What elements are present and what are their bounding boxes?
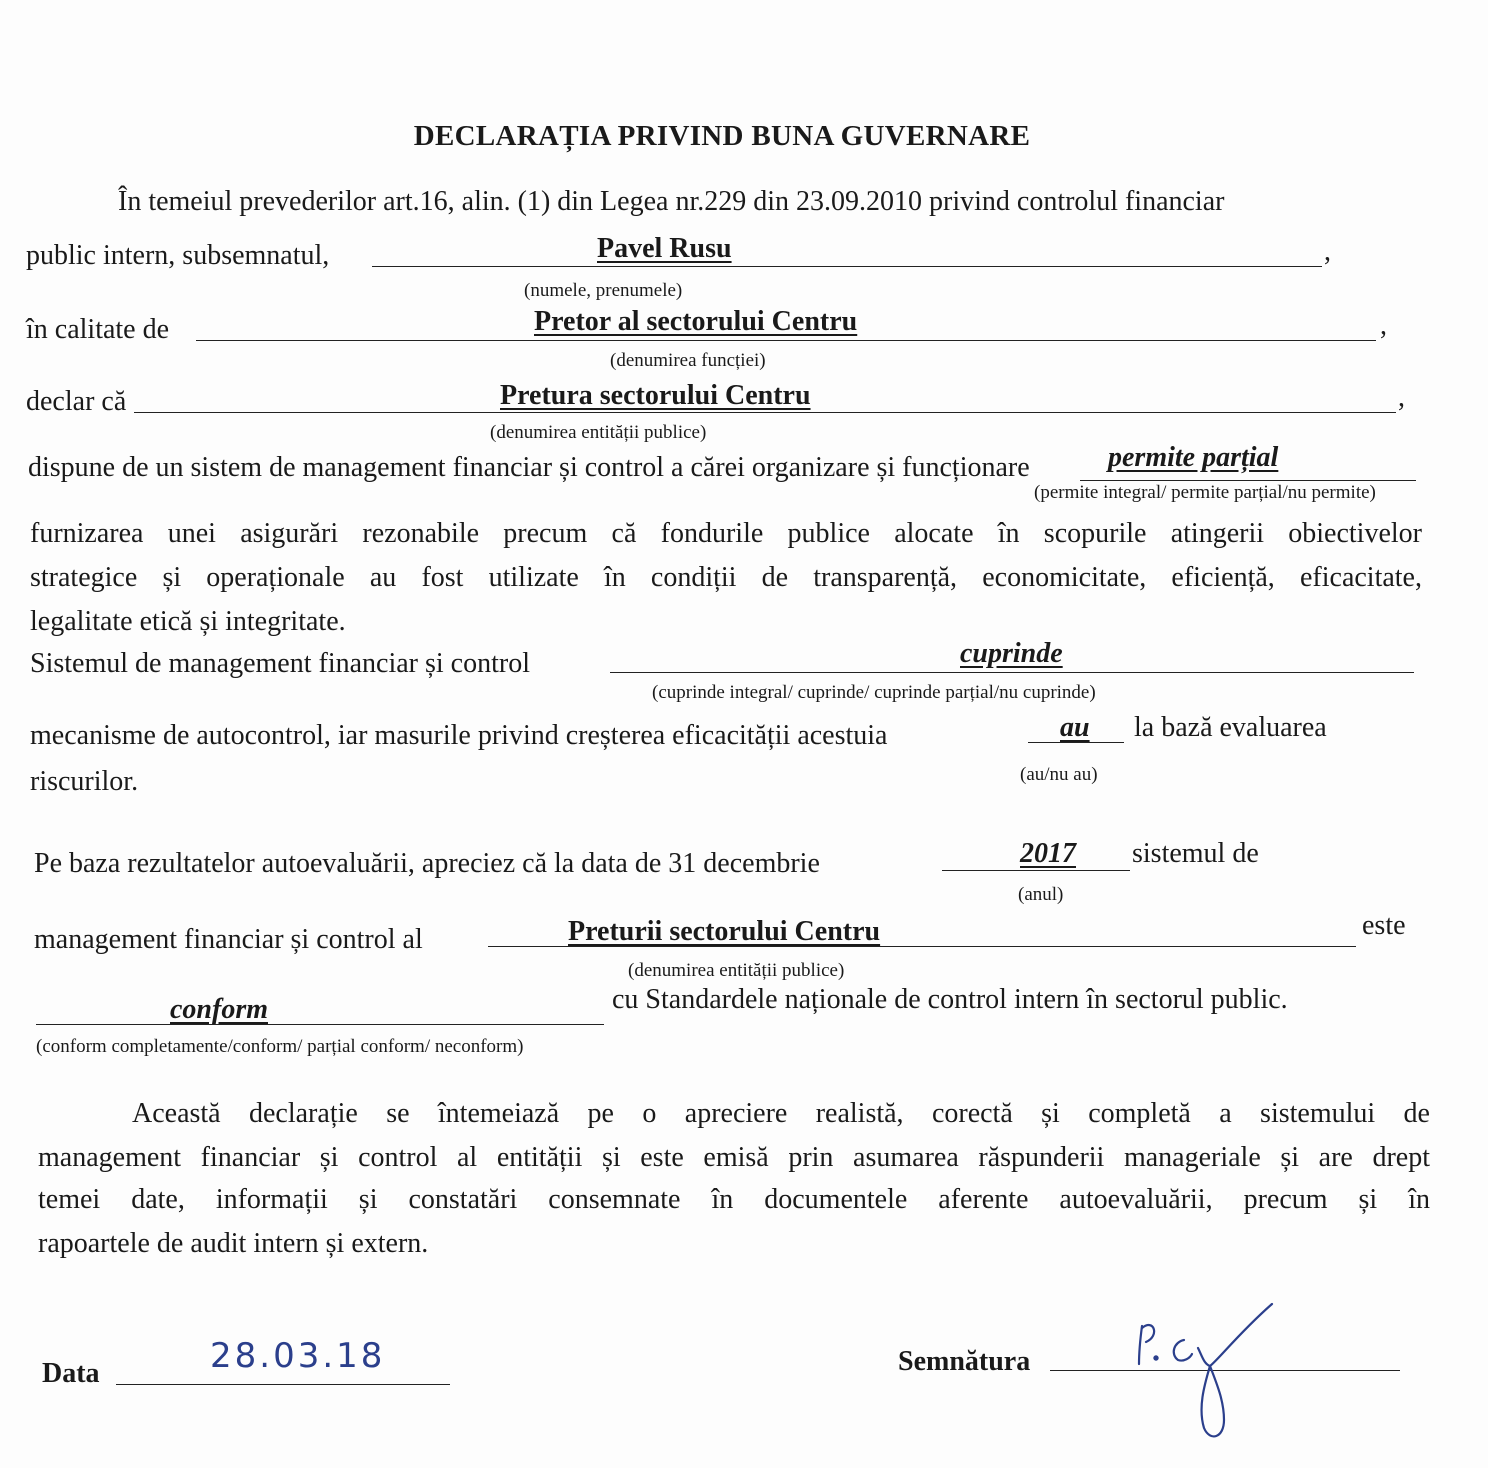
signature-image bbox=[1120, 1296, 1310, 1446]
au-hint: (au/nu au) bbox=[1020, 764, 1098, 785]
entity-comma: , bbox=[1398, 382, 1405, 413]
signature-label: Semnătura bbox=[898, 1346, 1031, 1377]
assessment-line-2: management financiar și control al bbox=[34, 924, 423, 955]
name-comma: , bbox=[1324, 236, 1331, 267]
assessment-suffix: sistemul de bbox=[1132, 838, 1259, 869]
role-comma: , bbox=[1380, 310, 1387, 341]
assurance-line-1: furnizarea unei asigurări rezonabile precum că fondurile publice alocate în scopurile atingerii obiectivelor bbox=[30, 518, 1422, 549]
name-underline bbox=[372, 266, 1322, 267]
entity-underline bbox=[134, 412, 1396, 413]
assessment-line-2-suffix: este bbox=[1362, 910, 1406, 941]
system-prefix: dispune de un sistem de management financiar și control a cărei organizare și funcționare bbox=[28, 452, 1030, 483]
conform-value: conform bbox=[170, 994, 268, 1025]
intro-line-1: În temeiul prevederilor art.16, alin. (1) din Legea nr.229 din 23.09.2010 privind controlul financiar bbox=[118, 186, 1225, 217]
entity-hint: (denumirea entității publice) bbox=[490, 422, 707, 443]
closing-line-4: rapoartele de audit intern și extern. bbox=[38, 1228, 429, 1259]
document-title: DECLARAȚIA PRIVIND BUNA GUVERNARE bbox=[413, 120, 1031, 152]
closing-line-1: Această declarație se întemeiază pe o apreciere realistă, corectă și completă a sistemului de bbox=[132, 1098, 1430, 1129]
year-hint: (anul) bbox=[1018, 884, 1064, 905]
assurance-line-2: strategice și operaționale au fost utilizate în condiții de transparență, economicitate, eficiență, eficacitate, bbox=[30, 562, 1422, 593]
includes-underline bbox=[610, 672, 1414, 673]
role-value: Pretor al sectorului Centru bbox=[534, 306, 858, 337]
entity2-value: Preturii sectorului Centru bbox=[568, 916, 881, 947]
permits-underline bbox=[1080, 480, 1416, 481]
year-underline bbox=[942, 870, 1130, 871]
assessment-prefix: Pe baza rezultatelor autoevaluării, apreciez că la data de 31 decembrie bbox=[34, 848, 820, 879]
mechanisms-line-2: mecanisme de autocontrol, iar masurile privind creșterea eficacității acestuia bbox=[30, 720, 888, 751]
closing-line-2: management financiar și control al entității și este emisă prin asumarea răspunderii manageriale și are drept bbox=[38, 1142, 1430, 1173]
year-value: 2017 bbox=[1020, 838, 1076, 869]
role-underline bbox=[196, 340, 1376, 341]
closing-line-3: temei date, informații și constatări consemnate în documentele aferente autoevaluării, precum și în bbox=[38, 1184, 1430, 1215]
date-underline bbox=[116, 1384, 450, 1385]
mechanisms-prefix: Sistemul de management financiar și control bbox=[30, 648, 530, 679]
date-label: Data bbox=[42, 1358, 100, 1389]
au-value: au bbox=[1060, 712, 1090, 743]
conform-hint: (conform completamente/conform/ parțial conform/ neconform) bbox=[36, 1036, 524, 1057]
includes-value: cuprinde bbox=[960, 638, 1063, 669]
name-value: Pavel Rusu bbox=[597, 233, 732, 264]
includes-hint: (cuprinde integral/ cuprinde/ cuprinde parțial/nu cuprinde) bbox=[652, 682, 1096, 703]
entity-prefix: declar că bbox=[26, 386, 127, 417]
name-prefix: public intern, subsemnatul, bbox=[26, 240, 330, 271]
entity2-hint: (denumirea entității publice) bbox=[628, 960, 845, 981]
entity-value: Pretura sectorului Centru bbox=[500, 380, 811, 411]
date-value: 28.03.18 bbox=[210, 1336, 386, 1376]
assessment-line-3: cu Standardele naționale de control intern în sectorul public. bbox=[612, 984, 1288, 1015]
conform-underline bbox=[36, 1024, 604, 1025]
role-prefix: în calitate de bbox=[26, 314, 170, 345]
assurance-line-3: legalitate etică și integritate. bbox=[30, 606, 346, 637]
role-hint: (denumirea funcției) bbox=[610, 350, 766, 371]
mechanisms-line-2-suffix: la bază evaluarea bbox=[1134, 712, 1327, 743]
permits-value: permite parțial bbox=[1108, 442, 1279, 473]
permits-hint: (permite integral/ permite parțial/nu permite) bbox=[1034, 482, 1376, 503]
name-hint: (numele, prenumele) bbox=[524, 280, 683, 301]
mechanisms-line-3: riscurilor. bbox=[30, 766, 139, 797]
